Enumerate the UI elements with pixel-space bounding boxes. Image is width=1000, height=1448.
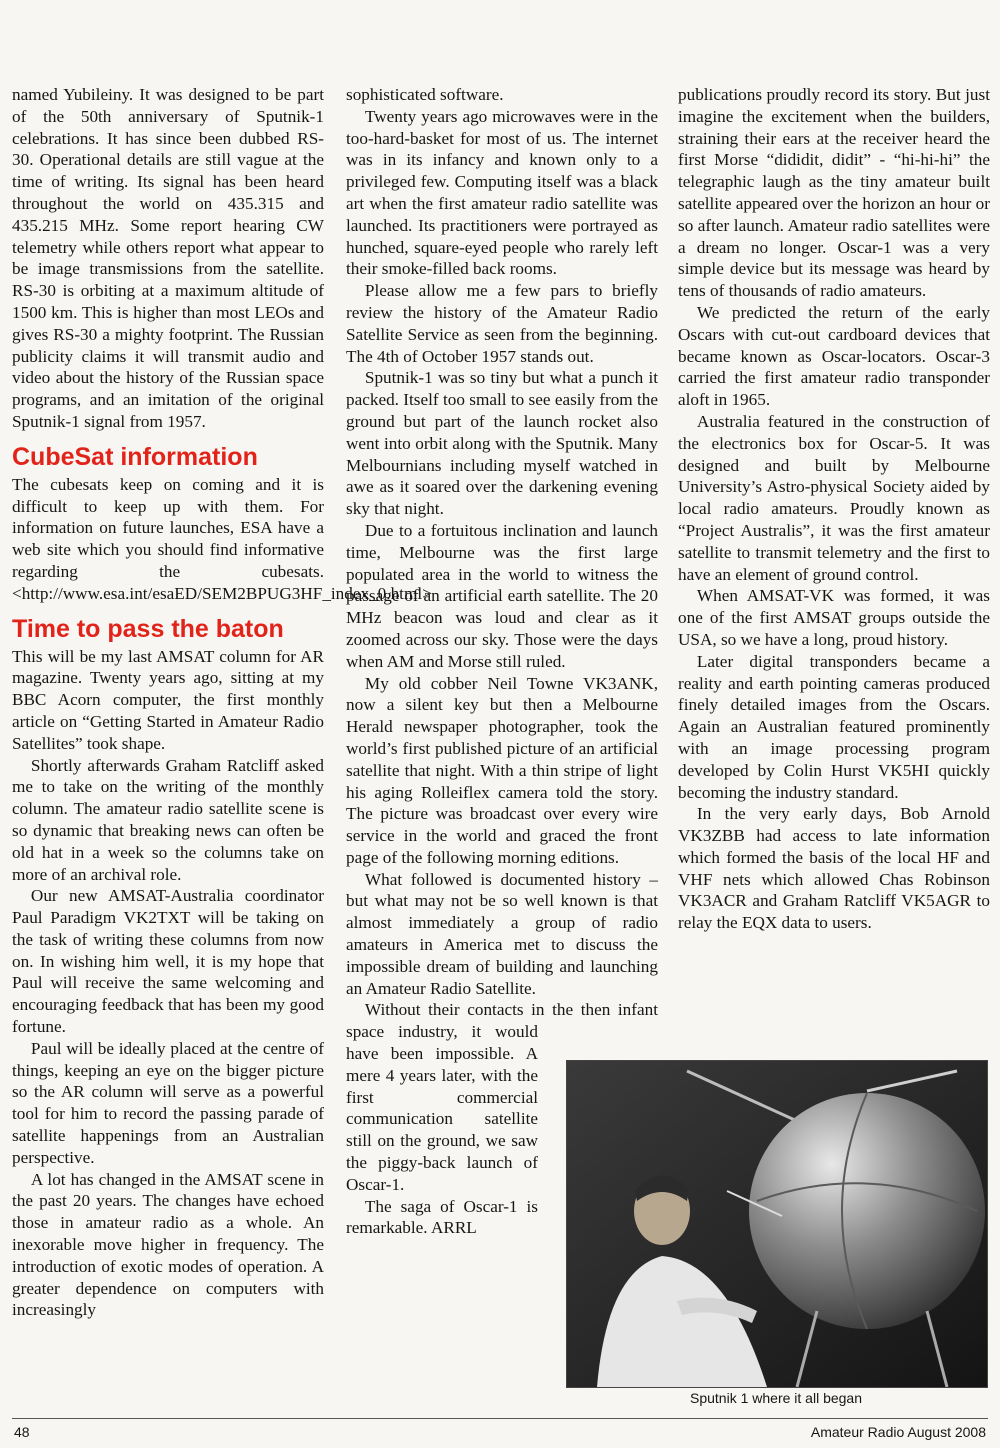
- paragraph: In the very early days, Bob Arnold VK3ZBB had access to late information which formed the basis of the local HF and VHF nets which allowed Chas Robinson VK3ACR and Graham Ratcliff VK5AGR to relay the EQX data to users.: [678, 804, 990, 933]
- paragraph: When AMSAT-VK was formed, it was one of the first AMSAT groups outside the USA, so we have a long, proud history.: [678, 586, 990, 649]
- column-3: [678, 84, 990, 934]
- paragraph: Due to a fortuitous inclination and launch time, Melbourne was the first large populated area in the world to witness the passage of an artificial earth satellite. The 20 MHz beacon was loud and clear as it zoomed across our sky. Those were the days when AM and Morse still ruled.: [346, 520, 658, 671]
- paragraph: Twenty years ago microwaves were in the too-hard-basket for most of us. The internet was in its infancy and known only to a privileged few. Computing itself was a black art when the first amateur radio satellite was launched. Its practitioners were portrayed as hunched, square-eyed people who rarely left their smoke-filled back rooms.: [346, 106, 658, 279]
- paragraph: Paul will be ideally placed at the centre of things, keeping an eye on the bigger picture so the AR column will serve as a powerful tool for him to record the passing parade of satellite happenings from an Australian perspective.: [12, 1038, 324, 1167]
- paragraph: Please allow me a few pars to briefly review the history of the Amateur Radio Satellite Service as seen from the beginning. The 4th of October 1957 stands out.: [346, 281, 658, 366]
- paragraph: The cubesats keep on coming and it is difficult to keep up with them. For information on future launches, ESA have a web site which you should find informative regarding the cubesats. <http://www.esa.int/esaED/SEM2BPUG3HF_index_0.html>: [12, 474, 432, 603]
- paragraph: My old cobber Neil Towne VK3ANK, now a silent key but then a Melbourne Herald newspaper photographer, took the world’s first published picture of an artificial satellite that night. With a thin stripe of light his aging Rolleiflex camera told the story. The picture was broadcast over every wire service in the world and graced the front page of the following morning editions.: [346, 673, 658, 867]
- footer-divider: [12, 1418, 988, 1419]
- paragraph: Sputnik-1 was so tiny but what a punch it packed. Itself too small to see easily from the ground but part of the launch rocket also went into orbit along with the Sputnik. Many Melbournians including myself watched in awe as it soared over the darkening evening sky that night.: [346, 368, 658, 519]
- paragraph: What followed is documented history – but what may not be so well known is that almost immediately a group of radio amateurs in America met to discuss the impossible dream of building and launching an Amateur Radio Satellite.: [346, 869, 658, 998]
- paragraph: Our new AMSAT-Australia coordinator Paul Paradigm VK2TXT will be taking on the task of writing these columns from now on. In wishing him well, it is my hope that Paul will receive the same welcoming and encouraging feedback that has been my good fortune.: [12, 886, 324, 1037]
- paragraph: named Yubileiny. It was designed to be part of the 50th anniversary of Sputnik-1 celebrations. It has since been dubbed RS-30. Operational details are still vague at the time of writing. Its signal has been heard throughout the world on 435.315 and 435.215 MHz. Some report hearing CW telemetry while others report what appear to be image transmissions from the satellite. RS-30 is orbiting at a maximum altitude of 1500 km. This is higher than most LEOs and gives RS-30 a mighty footprint. The Russian publicity claims it will transmit audio and video about the history of the Russian space programs, and an imitation of the original Sputnik-1 signal from 1957.: [12, 85, 324, 431]
- heading-time-to-pass-the-baton: Time to pass the baton: [12, 614, 284, 643]
- publication-footer: Amateur Radio August 2008: [810, 1424, 986, 1440]
- page-number: 48: [14, 1424, 30, 1440]
- heading-cubesat-information: CubeSat information: [12, 442, 258, 471]
- paragraph: sophisticated software.: [346, 85, 504, 104]
- paragraph: A lot has changed in the AMSAT scene in the past 20 years. The changes have echoed those in amateur radio as a whole. An inexorable move higher in frequency. The introduction of exotic modes of operation. A greater dependence on computers with increasingly: [12, 1169, 324, 1320]
- sputnik-photo: [566, 1060, 988, 1388]
- paragraph: Without their contacts in the then infant space industry, it would have been impossible. A mere 4 years later, with the first commercial communication satellite still on the ground, we saw the piggy-back launch of Oscar-1.: [346, 1000, 658, 1194]
- paragraph: Later digital transponders became a reality and earth pointing cameras produced finely detailed images from the Oscars. Again an Australian featured prominently with an image processing program developed by Colin Hurst VK5HI quickly becoming the industry standard.: [678, 651, 990, 802]
- paragraph: The saga of Oscar-1 is remarkable. ARRL: [346, 1196, 538, 1238]
- paragraph: This will be my last AMSAT column for AR magazine. Twenty years ago, sitting at my BBC Acorn computer, the first monthly article on “Getting Started in Amateur Radio Satellites” took shape.: [12, 646, 324, 753]
- paragraph: Shortly afterwards Graham Ratcliff asked me to take on the writing of the monthly column. The amateur radio satellite scene is so dynamic that breaking news can often be old hat in a week so the columns take on more of an archival role.: [12, 755, 324, 884]
- paragraph: We predicted the return of the early Oscars with cut-out cardboard devices that became known as Oscar-locators. Oscar-3 carried the first amateur radio transponder aloft in 1965.: [678, 302, 990, 410]
- photo-caption: Sputnik 1 where it all began: [690, 1390, 862, 1406]
- paragraph: publications proudly record its story. But just imagine the excitement when the builders, straining their ears at the receiver heard the first Morse “dididit, didit” - “hi-hi-hi” the telegraphic laugh as the tiny amateur built satellite appeared over the horizon an hour or so after launch. Amateur radio satellites were a dream no longer. Oscar-1 was a very simple device but its message was heard by tens of thousands of radio amateurs.: [678, 85, 990, 301]
- sputnik-photo-illustration: [567, 1061, 987, 1387]
- paragraph: Australia featured in the construction of the electronics box for Oscar-5. It was designed and built by Melbourne University’s Astro-physical Society aided by local radio amateurs. Proudly known as “Project Australis”, it was the first amateur satellite to transmit telemetry and the first to have an element of ground control.: [678, 411, 990, 584]
